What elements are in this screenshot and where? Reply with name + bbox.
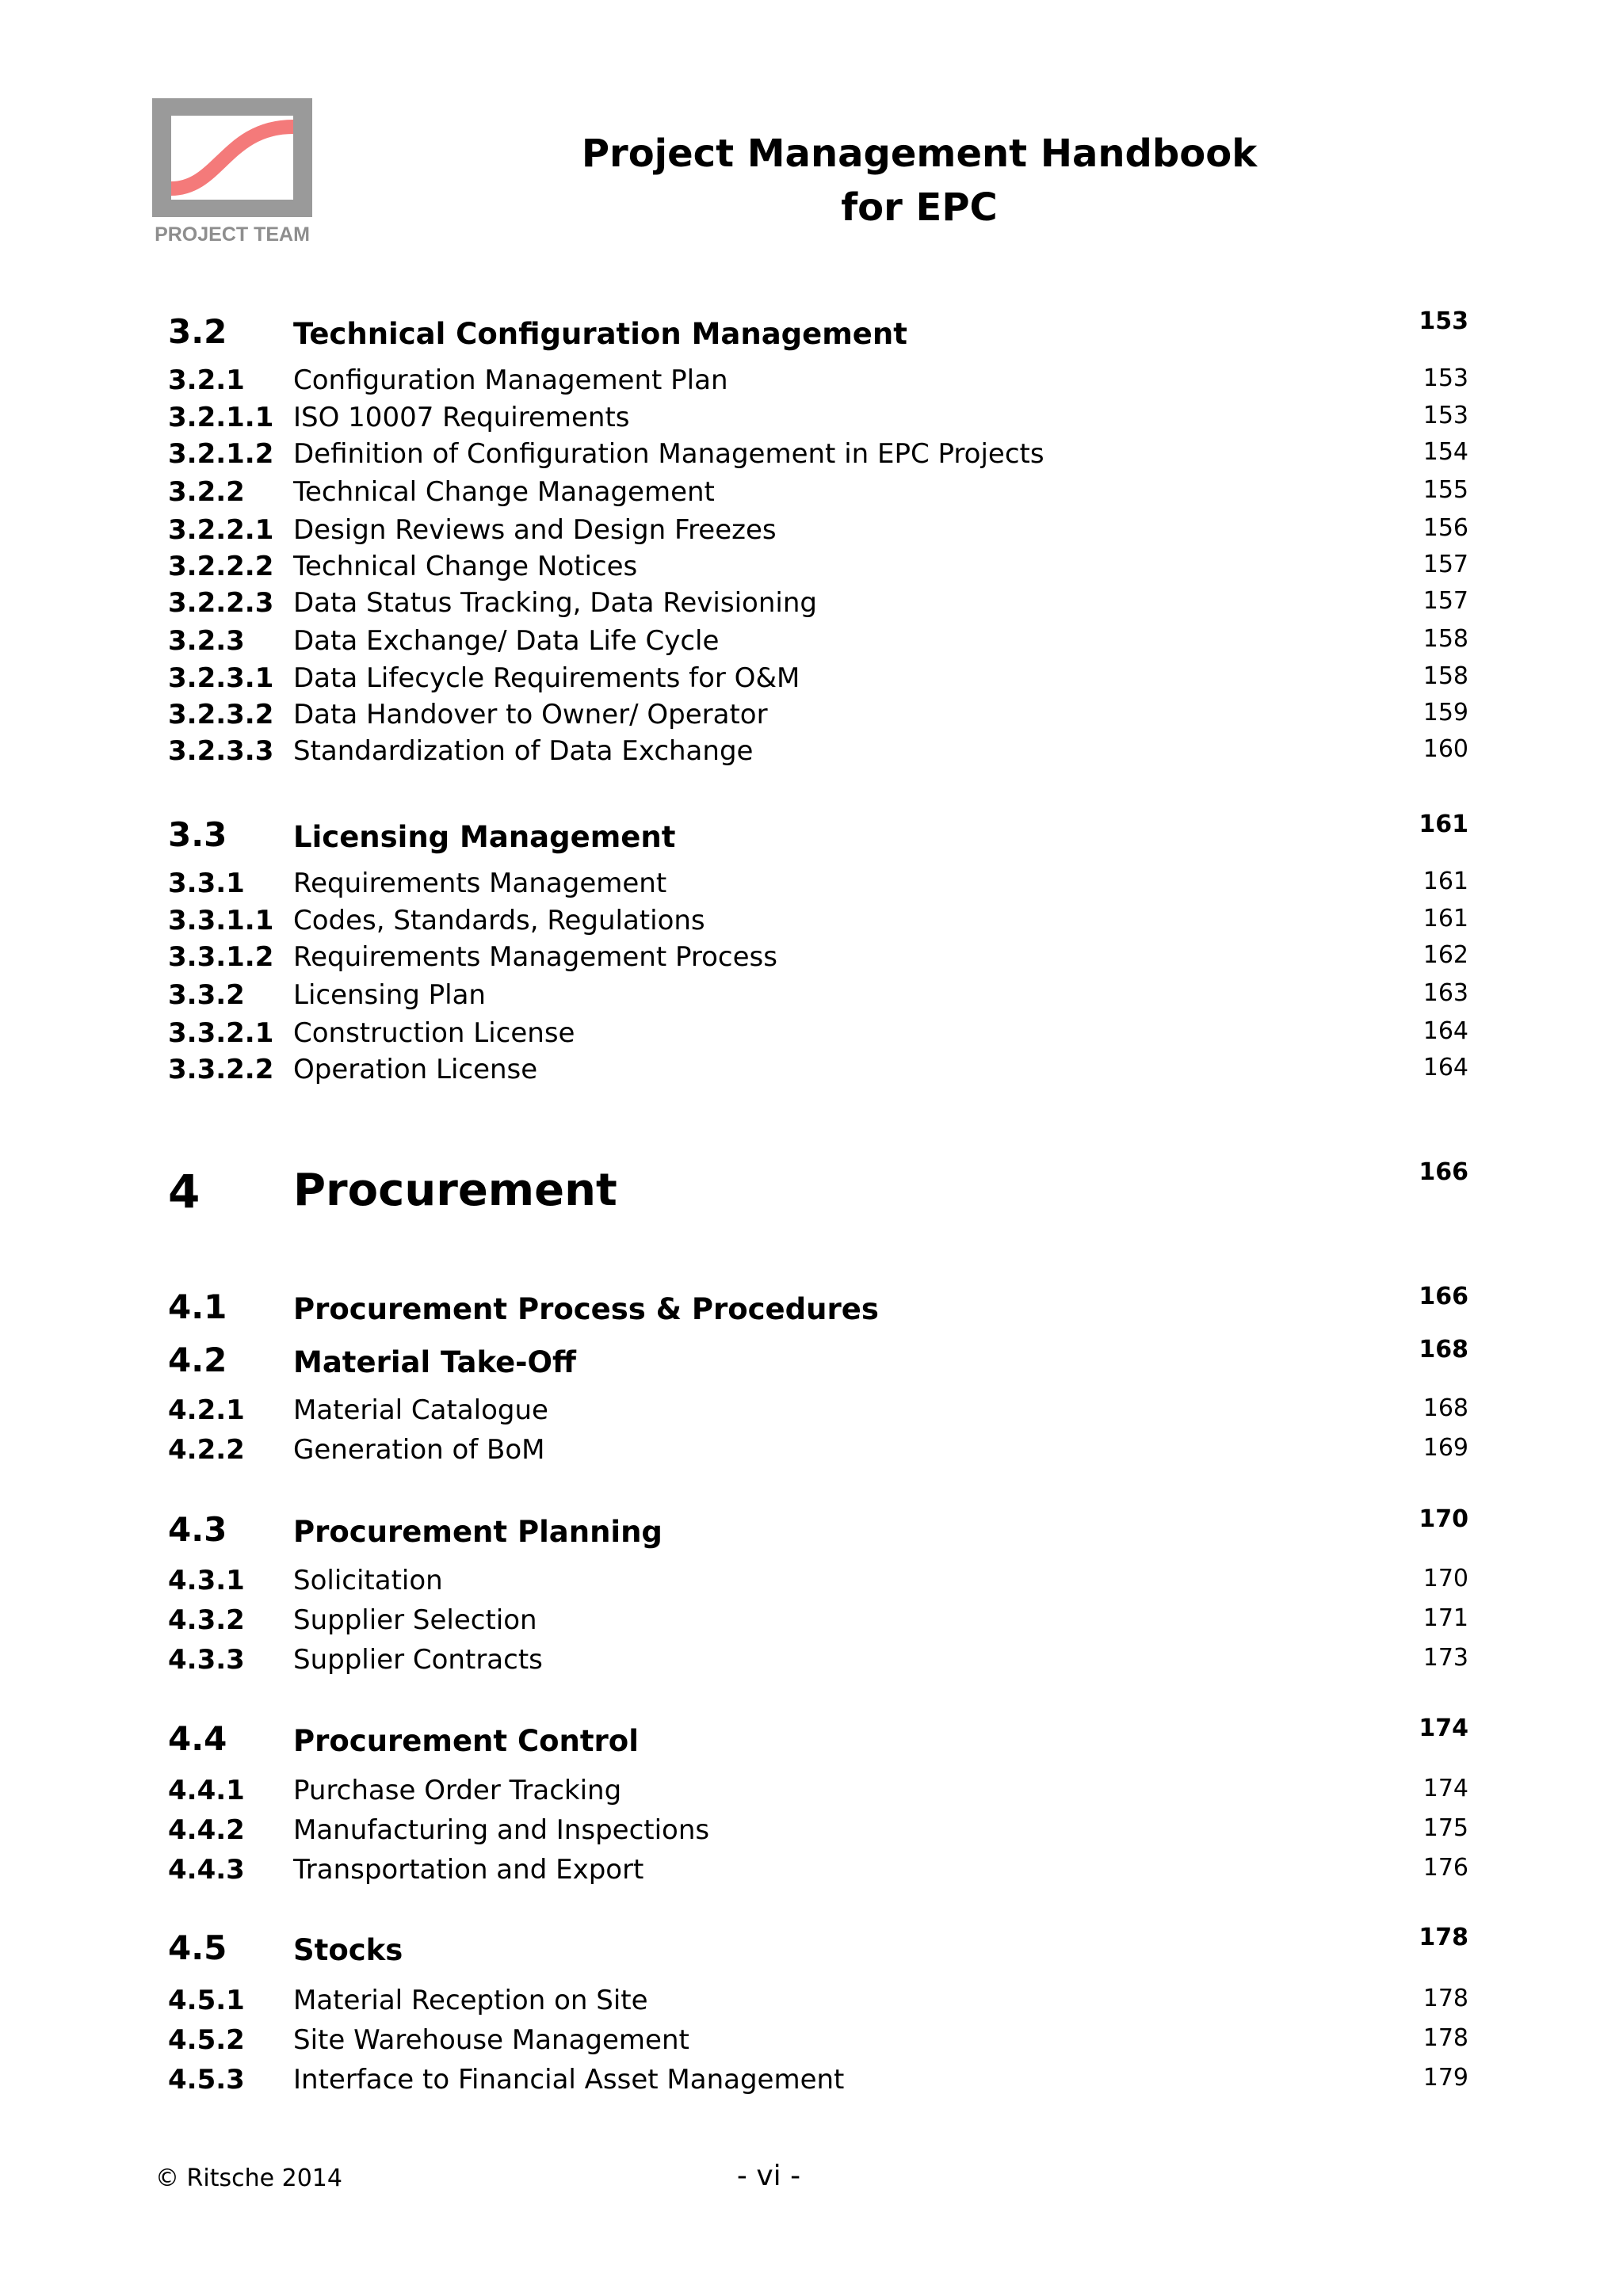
toc-entry-title: Data Handover to Owner/ Operator — [293, 699, 768, 730]
toc-entry-number: 3.2.2.3 — [168, 587, 274, 619]
toc-entry-page: 157 — [1423, 587, 1468, 615]
toc-entry-title: Procurement Planning — [293, 1515, 663, 1549]
toc-entry-page: 170 — [1419, 1505, 1468, 1533]
toc-entry-title: Solicitation — [293, 1565, 443, 1596]
toc-entry[interactable] — [0, 1054, 1623, 1093]
toc-entry-title: Design Reviews and Design Freezes — [293, 514, 777, 546]
toc-entry[interactable] — [0, 1854, 1623, 1894]
toc-entry[interactable] — [0, 1158, 1623, 1220]
page-number: - vi - — [736, 2160, 801, 2192]
toc-entry-page: 175 — [1423, 1814, 1468, 1842]
toc-entry-number: 3.2 — [168, 312, 227, 351]
toc-entry-title: Licensing Management — [293, 820, 676, 854]
toc-entry[interactable] — [0, 1985, 1623, 2024]
toc-entry-page: 161 — [1423, 905, 1468, 933]
toc-entry[interactable] — [0, 868, 1623, 907]
toc-entry-page: 168 — [1419, 1336, 1468, 1363]
title-line-1: Project Management Handbook — [581, 132, 1258, 176]
toc-entry-page: 161 — [1419, 810, 1468, 838]
toc-entry-title: Procurement — [293, 1165, 617, 1216]
toc-entry[interactable] — [0, 625, 1623, 665]
toc-entry[interactable] — [0, 551, 1623, 590]
logo-inner — [171, 116, 293, 200]
toc-entry[interactable] — [0, 735, 1623, 775]
toc-entry-number: 4.2.1 — [168, 1394, 245, 1426]
toc-entry-page: 166 — [1419, 1283, 1468, 1310]
toc-entry-page: 158 — [1423, 625, 1468, 653]
logo-text: PROJECT TEAM — [155, 223, 310, 246]
toc-entry-title: Procurement Process & Procedures — [293, 1292, 879, 1326]
toc-entry-title: Operation License — [293, 1054, 538, 1085]
toc-entry[interactable] — [0, 1924, 1623, 1974]
toc-entry-page: 163 — [1423, 979, 1468, 1007]
toc-entry-number: 3.2.2.2 — [168, 551, 274, 582]
toc-entry[interactable] — [0, 2064, 1623, 2103]
toc-entry[interactable] — [0, 364, 1623, 404]
copyright-notice: © Ritsche 2014 — [155, 2164, 342, 2192]
toc-entry-title: Technical Change Notices — [293, 551, 638, 582]
toc-entry-title: Stocks — [293, 1933, 403, 1967]
toc-entry[interactable] — [0, 1017, 1623, 1057]
toc-entry[interactable] — [0, 587, 1623, 627]
toc-entry[interactable] — [0, 1505, 1623, 1556]
toc-entry[interactable] — [0, 1714, 1623, 1765]
toc-entry-title: Procurement Control — [293, 1724, 639, 1758]
toc-entry-title: Standardization of Data Exchange — [293, 735, 754, 767]
toc-entry-page: 174 — [1423, 1775, 1468, 1802]
toc-entry[interactable] — [0, 438, 1623, 478]
toc-entry-title: Material Take-Off — [293, 1345, 576, 1379]
toc-entry-page: 178 — [1423, 2024, 1468, 2052]
toc-entry-number: 4.3.2 — [168, 1604, 245, 1636]
toc-entry[interactable] — [0, 810, 1623, 861]
toc-entry-number: 4.4 — [168, 1719, 227, 1758]
toc-entry-page: 174 — [1419, 1714, 1468, 1742]
toc-entry-page: 169 — [1423, 1434, 1468, 1462]
toc-entry-title: Material Catalogue — [293, 1394, 548, 1426]
toc-entry-number: 4.3 — [168, 1510, 227, 1549]
toc-entry-title: Technical Change Management — [293, 476, 715, 508]
toc-entry-page: 153 — [1423, 402, 1468, 429]
toc-entry-number: 4.3.1 — [168, 1565, 245, 1596]
toc-entry[interactable] — [0, 1283, 1623, 1333]
toc-entry[interactable] — [0, 1604, 1623, 1644]
toc-entry-title: Data Status Tracking, Data Revisioning — [293, 587, 817, 619]
logo-frame — [152, 98, 312, 217]
toc-entry-page: 179 — [1423, 2064, 1468, 2092]
toc-entry-title: Generation of BoM — [293, 1434, 545, 1466]
toc-entry-page: 162 — [1423, 941, 1468, 969]
toc-entry-number: 3.2.1.1 — [168, 402, 274, 433]
toc-entry-number: 3.3.1.1 — [168, 905, 274, 936]
toc-entry-page: 171 — [1423, 1604, 1468, 1632]
toc-entry-title: ISO 10007 Requirements — [293, 402, 630, 433]
toc-entry-title: Configuration Management Plan — [293, 364, 728, 396]
toc-entry-number: 3.2.2.1 — [168, 514, 274, 546]
toc-entry-number: 3.2.2 — [168, 476, 245, 508]
toc-entry-page: 153 — [1423, 364, 1468, 392]
logo-curve-icon — [171, 116, 293, 200]
toc-entry-page: 161 — [1423, 868, 1468, 895]
toc-entry[interactable] — [0, 1394, 1623, 1434]
toc-entry-title: Construction License — [293, 1017, 575, 1049]
toc-entry-title: Manufacturing and Inspections — [293, 1814, 710, 1846]
title-line-2: for EPC — [841, 185, 998, 230]
toc-entry-title: Data Lifecycle Requirements for O&M — [293, 662, 800, 694]
toc-entry-page: 154 — [1423, 438, 1468, 466]
toc-entry-title: Technical Configuration Management — [293, 317, 907, 351]
toc-entry-number: 4.4.1 — [168, 1775, 245, 1806]
toc-entry-page: 160 — [1423, 735, 1468, 763]
toc-entry-number: 3.2.3.2 — [168, 699, 274, 730]
toc-entry-page: 153 — [1419, 307, 1468, 335]
toc-entry-title: Licensing Plan — [293, 979, 486, 1011]
toc-entry-number: 4.5.2 — [168, 2024, 245, 2056]
toc-entry[interactable] — [0, 941, 1623, 981]
toc-entry-number: 3.3.2.1 — [168, 1017, 274, 1049]
toc-entry-title: Definition of Configuration Management in EPC Projects — [293, 438, 1044, 470]
toc-entry-title: Requirements Management Process — [293, 941, 777, 973]
toc-entry-number: 3.2.1 — [168, 364, 245, 396]
toc-entry[interactable] — [0, 1644, 1623, 1684]
toc-entry-number: 3.3 — [168, 815, 227, 854]
toc-entry-number: 4.2 — [168, 1341, 227, 1379]
toc-entry-number: 4.1 — [168, 1287, 227, 1326]
toc-entry-number: 4 — [168, 1165, 200, 1219]
toc-entry-title: Codes, Standards, Regulations — [293, 905, 705, 936]
toc-entry-title: Material Reception on Site — [293, 1985, 648, 2016]
toc-entry-title: Interface to Financial Asset Management — [293, 2064, 845, 2096]
toc-entry-number: 4.5.1 — [168, 1985, 245, 2016]
document-title — [475, 127, 1363, 235]
toc-entry[interactable] — [0, 1565, 1623, 1604]
toc-entry-number: 4.4.3 — [168, 1854, 245, 1886]
toc-entry-number: 4.4.2 — [168, 1814, 245, 1846]
toc-entry-page: 170 — [1423, 1565, 1468, 1592]
toc-entry-title: Supplier Contracts — [293, 1644, 543, 1676]
toc-entry-page: 164 — [1423, 1017, 1468, 1045]
toc-entry-number: 4.5 — [168, 1928, 227, 1967]
toc-entry[interactable] — [0, 1434, 1623, 1474]
toc-entry-number: 4.2.2 — [168, 1434, 245, 1466]
toc-entry[interactable] — [0, 979, 1623, 1019]
toc-entry-number: 3.3.1 — [168, 868, 245, 899]
toc-entry-title: Site Warehouse Management — [293, 2024, 689, 2056]
toc-entry[interactable] — [0, 514, 1623, 554]
toc-entry-page: 164 — [1423, 1054, 1468, 1081]
toc-entry-page: 155 — [1423, 476, 1468, 504]
toc-entry[interactable] — [0, 307, 1623, 358]
toc-entry-page: 176 — [1423, 1854, 1468, 1882]
toc-entry-page: 178 — [1423, 1985, 1468, 2012]
toc-entry-number: 3.3.2 — [168, 979, 245, 1011]
toc-entry[interactable] — [0, 402, 1623, 441]
toc-entry-number: 4.5.3 — [168, 2064, 245, 2096]
toc-entry-page: 156 — [1423, 514, 1468, 542]
toc-entry[interactable] — [0, 476, 1623, 516]
toc-entry-page: 158 — [1423, 662, 1468, 690]
project-team-logo — [152, 98, 312, 246]
toc-entry[interactable] — [0, 2024, 1623, 2064]
toc-entry-page: 173 — [1423, 1644, 1468, 1672]
toc-entry-title: Transportation and Export — [293, 1854, 644, 1886]
toc-entry-number: 3.2.3.3 — [168, 735, 274, 767]
toc-entry-title: Data Exchange/ Data Life Cycle — [293, 625, 720, 657]
toc-entry-number: 3.3.1.2 — [168, 941, 274, 973]
toc-entry-page: 166 — [1419, 1158, 1468, 1186]
toc-entry-number: 3.2.3 — [168, 625, 245, 657]
toc-entry[interactable] — [0, 1775, 1623, 1814]
toc-entry-page: 159 — [1423, 699, 1468, 727]
toc-entry-page: 178 — [1419, 1924, 1468, 1951]
toc-entry-number: 3.3.2.2 — [168, 1054, 274, 1085]
toc-entry-number: 3.2.3.1 — [168, 662, 274, 694]
toc-entry-number: 4.3.3 — [168, 1644, 245, 1676]
toc-entry-title: Purchase Order Tracking — [293, 1775, 622, 1806]
toc-entry-number: 3.2.1.2 — [168, 438, 274, 470]
toc-entry[interactable] — [0, 1336, 1623, 1386]
toc-entry[interactable] — [0, 1814, 1623, 1854]
toc-entry-page: 157 — [1423, 551, 1468, 578]
toc-entry-page: 168 — [1423, 1394, 1468, 1422]
toc-entry[interactable] — [0, 905, 1623, 944]
toc-entry-title: Requirements Management — [293, 868, 667, 899]
toc-entry-title: Supplier Selection — [293, 1604, 537, 1636]
toc-entry[interactable] — [0, 699, 1623, 738]
toc-entry[interactable] — [0, 662, 1623, 702]
